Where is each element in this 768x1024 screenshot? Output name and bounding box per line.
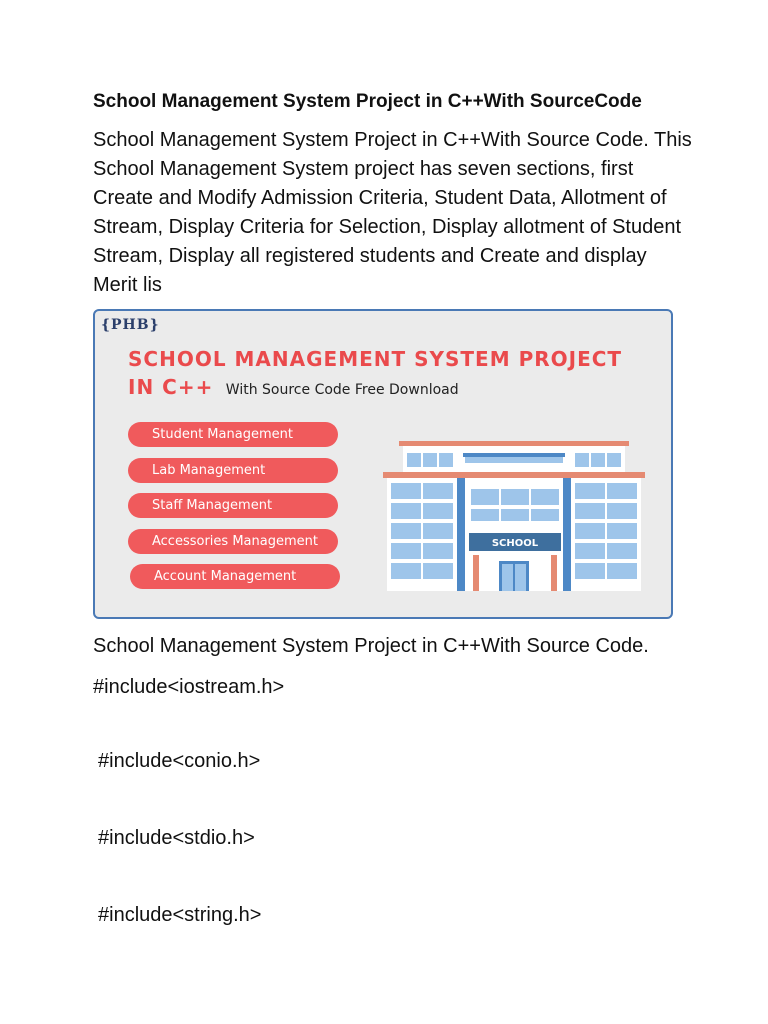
banner-language: IN C++ [128,375,214,399]
project-banner-image [93,309,673,619]
school-sign: SCHOOL [491,538,539,549]
section-caption: School Management System Project in C++With Source Code. [93,635,649,657]
banner-subtitle [128,375,459,399]
banner-title: SCHOOL MANAGEMENT SYSTEM PROJECT [128,347,623,371]
code-line: #include<stdio.h> [98,827,255,849]
banner-tagline: With Source Code Free Download [225,382,459,398]
module-pill-staff: Staff Management [128,493,338,518]
intro-paragraph: School Management System Project in C++With Source Code. This School Management System project has seven sections, first Create and Modify Admission Criteria, Student Data, Allotment of Stream, Display Criteria for Selection, Display allotment of Student Stream, Display all registered students and Create and display Merit lis [93,129,692,296]
code-line: #include<iostream.h> [93,676,285,698]
module-pill-lab: Lab Management [128,458,338,483]
module-pill-account: Account Management [130,564,340,589]
code-line: #include<string.h> [98,904,262,926]
phb-logo: {PHB} [101,317,160,333]
code-line: #include<conio.h> [98,750,261,772]
page-title: School Management System Project in C++With SourceCode [93,91,642,112]
school-building-icon [383,441,645,591]
module-pill-student: Student Management [128,422,338,447]
module-pill-accessories: Accessories Management [128,529,338,554]
